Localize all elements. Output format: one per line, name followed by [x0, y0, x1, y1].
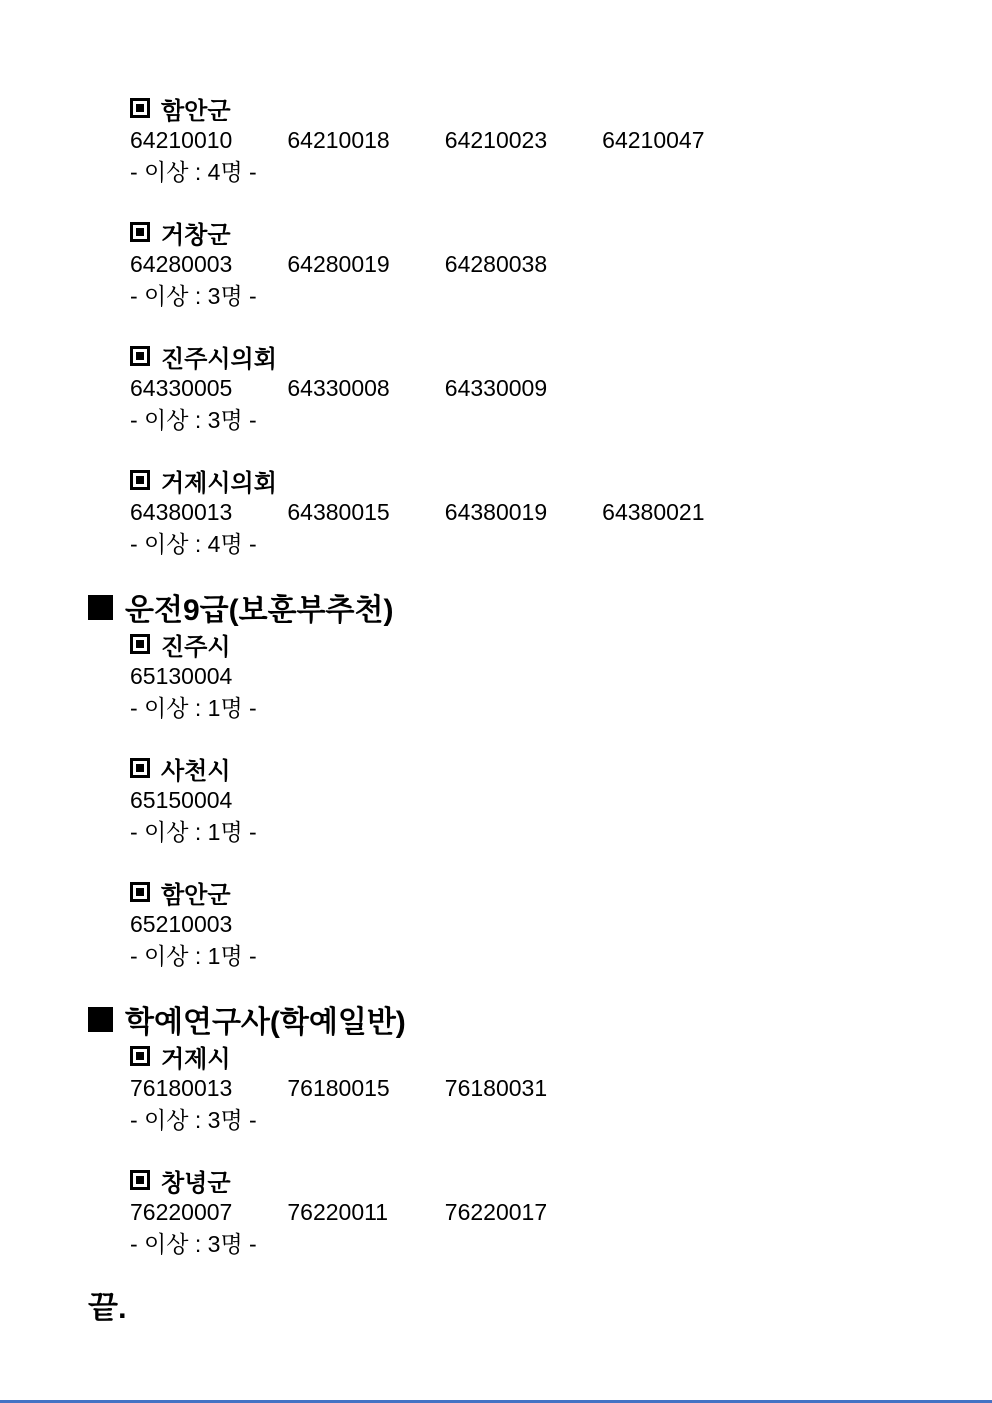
candidate-numbers-row	[130, 372, 992, 404]
candidate-number: 64380021	[602, 499, 705, 525]
count-line: - 이상 : 1명 -	[130, 943, 257, 969]
group-header	[130, 1164, 992, 1196]
group-name: 진주시	[161, 633, 231, 661]
candidate-number: 64210010	[130, 127, 233, 153]
group-changnyeonggun	[130, 1164, 992, 1260]
group-name: 거창군	[161, 221, 231, 249]
group-hamangun-2	[130, 876, 992, 972]
group-header	[130, 340, 992, 372]
count-line: - 이상 : 3명 -	[130, 1107, 257, 1133]
group-header	[130, 1040, 992, 1072]
candidate-numbers-row	[130, 248, 992, 280]
candidate-number: 76220007	[130, 1199, 233, 1225]
section-title-label: 학예연구사(학예일반)	[125, 1006, 406, 1039]
count-line: - 이상 : 3명 -	[130, 283, 257, 309]
candidate-number: 65130004	[130, 663, 233, 689]
candidate-numbers-row	[130, 124, 992, 156]
group-jinjusi	[130, 628, 992, 724]
candidate-numbers-row	[130, 1196, 992, 1228]
candidate-number: 64330008	[287, 375, 390, 401]
candidate-number: 64210047	[602, 127, 705, 153]
candidate-number: 65210003	[130, 911, 233, 937]
group-name: 함안군	[161, 97, 231, 125]
group-header	[130, 752, 992, 784]
candidate-number: 64210018	[287, 127, 390, 153]
candidate-number: 76180031	[444, 1075, 548, 1101]
section-title	[88, 1000, 992, 1038]
group-name: 사천시	[161, 757, 231, 785]
candidate-numbers-row	[130, 660, 992, 692]
group-header	[130, 216, 992, 248]
group-name: 진주시의회	[161, 345, 277, 373]
boxed-square-icon	[130, 346, 150, 366]
group-hamangun	[130, 92, 992, 188]
group-header	[130, 876, 992, 908]
group-name: 거제시의회	[161, 469, 277, 497]
candidate-number: 64330009	[444, 375, 548, 401]
section-64	[0, 92, 992, 560]
count-line: - 이상 : 3명 -	[130, 1231, 257, 1257]
boxed-square-icon	[130, 758, 150, 778]
boxed-square-icon	[130, 222, 150, 242]
candidate-number: 64280038	[444, 251, 548, 277]
group-sacheonsi	[130, 752, 992, 848]
candidate-number: 76180015	[287, 1075, 390, 1101]
boxed-square-icon	[130, 882, 150, 902]
group-geochanggun	[130, 216, 992, 312]
candidate-number: 64380015	[287, 499, 390, 525]
group-name: 함안군	[161, 881, 231, 909]
group-header	[130, 628, 992, 660]
boxed-square-icon	[130, 1170, 150, 1190]
section-unjeon9	[0, 588, 992, 972]
section-title	[88, 588, 992, 626]
count-line: - 이상 : 3명 -	[130, 407, 257, 433]
count-line: - 이상 : 1명 -	[130, 819, 257, 845]
candidate-number: 64330005	[130, 375, 233, 401]
candidate-numbers-row	[130, 908, 992, 940]
black-square-icon	[88, 1007, 113, 1032]
count-line: - 이상 : 4명 -	[130, 531, 257, 557]
boxed-square-icon	[130, 1046, 150, 1066]
end-mark: 끝.	[88, 1290, 127, 1325]
group-name: 창녕군	[161, 1169, 231, 1197]
candidate-number: 64210023	[444, 127, 548, 153]
candidate-number: 76180013	[130, 1075, 233, 1101]
count-line: - 이상 : 4명 -	[130, 159, 257, 185]
candidate-numbers-row	[130, 1072, 992, 1104]
group-jinju-council	[130, 340, 992, 436]
section-title-label: 운전9급(보훈부추천)	[125, 594, 394, 627]
candidate-number: 76220017	[444, 1199, 548, 1225]
group-header	[130, 464, 992, 496]
candidate-numbers-row	[130, 784, 992, 816]
boxed-square-icon	[130, 634, 150, 654]
boxed-square-icon	[130, 470, 150, 490]
candidate-number: 64380013	[130, 499, 233, 525]
candidate-number: 64280003	[130, 251, 233, 277]
candidate-number: 64380019	[444, 499, 548, 525]
group-header	[130, 92, 992, 124]
count-line: - 이상 : 1명 -	[130, 695, 257, 721]
group-geoje-council	[130, 464, 992, 560]
candidate-number: 65150004	[130, 787, 233, 813]
section-hagye	[0, 1000, 992, 1260]
candidate-numbers-row	[130, 496, 992, 528]
candidate-number: 76220011	[287, 1199, 389, 1225]
boxed-square-icon	[130, 98, 150, 118]
candidate-number: 64280019	[287, 251, 390, 277]
black-square-icon	[88, 595, 113, 620]
group-name: 거제시	[161, 1045, 231, 1073]
group-geojesi	[130, 1040, 992, 1136]
